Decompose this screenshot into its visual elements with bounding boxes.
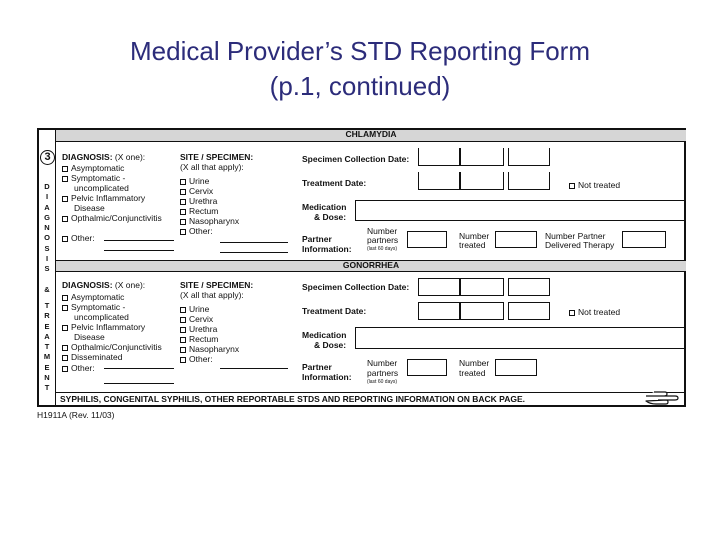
chlamydia-medication-label-2: & Dose: [314, 212, 347, 222]
gonorrhea-diagnosis-heading: DIAGNOSIS: (X one): [62, 280, 146, 290]
chlamydia-diag-asymptomatic[interactable]: Asymptomatic [62, 163, 124, 173]
chlamydia-medication-label-1: Medication [302, 202, 347, 212]
checkbox[interactable] [62, 355, 68, 361]
chlamydia-specimen-date-month[interactable] [418, 148, 460, 166]
chlamydia-site-rectum[interactable]: Rectum [180, 206, 218, 216]
chlamydia-partner-therapy-field[interactable] [622, 231, 666, 248]
gonorrhea-specimen-date-year[interactable] [508, 278, 550, 296]
checkbox[interactable] [62, 366, 68, 372]
chlamydia-last-days: (last 60 days) [367, 246, 398, 252]
checkbox[interactable] [569, 310, 575, 316]
checkbox[interactable] [62, 236, 68, 242]
checkbox[interactable] [62, 196, 68, 202]
chlamydia-site-other[interactable]: Other: [180, 226, 213, 236]
gonorrhea-treatment-date-label: Treatment Date: [302, 306, 367, 316]
checkbox[interactable] [62, 345, 68, 351]
chlamydia-diag-other-field[interactable] [104, 240, 174, 241]
checkbox[interactable] [62, 295, 68, 301]
chlamydia-treatment-date-year[interactable] [508, 172, 550, 190]
chlamydia-header: CHLAMYDIA [56, 130, 686, 142]
chlamydia-specimen-date-label: Specimen Collection Date: [302, 154, 410, 164]
chlamydia-number-partners-2: partners [367, 235, 399, 245]
gonorrhea-last-days: (last 60 days) [367, 379, 398, 385]
gonorrhea-treatment-date-month[interactable] [418, 302, 460, 320]
chlamydia-medication-field[interactable] [355, 200, 685, 221]
checkbox[interactable] [180, 219, 186, 225]
chlamydia-diag-symptomatic-sub: uncomplicated [74, 183, 129, 193]
chlamydia-site-urine[interactable]: Urine [180, 176, 209, 186]
gonorrhea-site-cervix[interactable]: Cervix [180, 314, 213, 324]
gonorrhea-diag-disseminated[interactable]: Disseminated [62, 352, 123, 362]
chlamydia-diag-symptomatic[interactable]: Symptomatic - [62, 173, 125, 183]
gonorrhea-medication-label-1: Medication [302, 330, 347, 340]
checkbox[interactable] [62, 176, 68, 182]
checkbox[interactable] [180, 209, 186, 215]
chlamydia-site-hint: (X all that apply): [180, 162, 244, 172]
chlamydia-diag-other-field-2[interactable] [104, 250, 174, 251]
chlamydia-number-treated-2: treated [459, 240, 486, 250]
gonorrhea-site-rectum[interactable]: Rectum [180, 334, 218, 344]
checkbox[interactable] [62, 166, 68, 172]
chlamydia-diag-opthalmic[interactable]: Opthalmic/Conjunctivitis [62, 213, 162, 223]
checkbox[interactable] [180, 307, 186, 313]
chlamydia-specimen-date-day[interactable] [460, 148, 504, 166]
checkbox[interactable] [62, 325, 68, 331]
gonorrhea-diag-pid-sub: Disease [74, 332, 105, 342]
step-number-badge: 3 [40, 150, 55, 165]
gonorrhea-number-treated-2: treated [459, 368, 486, 378]
chlamydia-partner-label-2: Information: [302, 244, 352, 254]
gonorrhea-not-treated[interactable]: Not treated [569, 307, 620, 317]
gonorrhea-header: GONORRHEA [56, 260, 686, 272]
checkbox[interactable] [62, 305, 68, 311]
gonorrhea-specimen-date-month[interactable] [418, 278, 460, 296]
gonorrhea-medication-field[interactable] [355, 327, 685, 349]
std-reporting-form [37, 128, 686, 407]
page-title-line-1: Medical Provider’s STD Reporting Form [130, 36, 590, 66]
gonorrhea-site-heading: SITE / SPECIMEN: [180, 280, 254, 290]
gonorrhea-diag-pid[interactable]: Pelvic Inflammatory [62, 322, 145, 332]
pointing-hand-icon [644, 388, 680, 408]
chlamydia-site-urethra[interactable]: Urethra [180, 196, 217, 206]
chlamydia-number-partners-1: Number [367, 226, 398, 236]
gonorrhea-site-urine[interactable]: Urine [180, 304, 209, 314]
chlamydia-diag-pid-sub: Disease [74, 203, 105, 213]
chlamydia-site-nasopharynx[interactable]: Nasopharynx [180, 216, 239, 226]
chlamydia-specimen-date-year[interactable] [508, 148, 550, 166]
chlamydia-diag-pid[interactable]: Pelvic Inflammatory [62, 193, 145, 203]
gonorrhea-site-urethra[interactable]: Urethra [180, 324, 217, 334]
chlamydia-not-treated[interactable]: Not treated [569, 180, 620, 190]
gonorrhea-specimen-date-day[interactable] [460, 278, 504, 296]
chlamydia-treatment-date-month[interactable] [418, 172, 460, 190]
gonorrhea-diag-opthalmic[interactable]: Opthalmic/Conjunctivitis [62, 342, 162, 352]
checkbox[interactable] [180, 179, 186, 185]
gonorrhea-treatment-date-year[interactable] [508, 302, 550, 320]
checkbox[interactable] [180, 347, 186, 353]
gonorrhea-number-partners-1: Number [367, 358, 398, 368]
checkbox[interactable] [569, 183, 575, 189]
gonorrhea-diag-asymptomatic[interactable]: Asymptomatic [62, 292, 124, 302]
gonorrhea-number-treated-field[interactable] [495, 359, 537, 376]
gonorrhea-diag-other-field-2[interactable] [104, 383, 174, 384]
checkbox[interactable] [180, 357, 186, 363]
chlamydia-site-other-field[interactable] [220, 242, 288, 243]
side-vertical-label: D I A G N O S I S & T R E A T M E N T [43, 182, 51, 393]
checkbox[interactable] [180, 317, 186, 323]
gonorrhea-site-other-field[interactable] [220, 368, 288, 369]
chlamydia-number-treated-field[interactable] [495, 231, 537, 248]
checkbox[interactable] [180, 199, 186, 205]
checkbox[interactable] [180, 189, 186, 195]
chlamydia-number-partners-field[interactable] [407, 231, 447, 248]
gonorrhea-partner-label-2: Information: [302, 372, 352, 382]
chlamydia-treatment-date-day[interactable] [460, 172, 504, 190]
gonorrhea-partner-label-1: Partner [302, 362, 332, 372]
checkbox[interactable] [180, 327, 186, 333]
gonorrhea-site-hint: (X all that apply): [180, 290, 244, 300]
page-title-line-2: (p.1, continued) [269, 71, 451, 101]
form-revision-code: H1911A (Rev. 11/03) [37, 410, 115, 420]
gonorrhea-treatment-date-day[interactable] [460, 302, 504, 320]
gonorrhea-diag-other[interactable]: Other: [62, 363, 95, 373]
gonorrhea-number-treated-1: Number [459, 358, 490, 368]
gonorrhea-site-nasopharynx[interactable]: Nasopharynx [180, 344, 239, 354]
chlamydia-site-heading: SITE / SPECIMEN: [180, 152, 254, 162]
chlamydia-partner-therapy-1: Number Partner [545, 231, 606, 241]
checkbox[interactable] [62, 216, 68, 222]
gonorrhea-specimen-date-label: Specimen Collection Date: [302, 282, 410, 292]
chlamydia-site-other-field-2[interactable] [220, 252, 288, 253]
gonorrhea-site-other[interactable]: Other: [180, 354, 213, 364]
checkbox[interactable] [180, 337, 186, 343]
gonorrhea-diag-symptomatic-sub: uncomplicated [74, 312, 129, 322]
back-page-note: SYPHILIS, CONGENITAL SYPHILIS, OTHER REPORTABLE STDS AND REPORTING INFORMATION ON BACK PAGE. [56, 392, 686, 405]
chlamydia-number-treated-1: Number [459, 231, 490, 241]
gonorrhea-number-partners-2: partners [367, 368, 399, 378]
chlamydia-partner-label-1: Partner [302, 234, 332, 244]
chlamydia-treatment-date-label: Treatment Date: [302, 178, 367, 188]
chlamydia-partner-therapy-2: Delivered Therapy [545, 240, 615, 250]
chlamydia-diagnosis-heading: DIAGNOSIS: (X one): [62, 152, 146, 162]
chlamydia-diag-other[interactable]: Other: [62, 233, 95, 243]
side-strip [39, 130, 56, 405]
checkbox[interactable] [180, 229, 186, 235]
gonorrhea-diag-other-field[interactable] [104, 368, 174, 369]
gonorrhea-number-partners-field[interactable] [407, 359, 447, 376]
gonorrhea-medication-label-2: & Dose: [314, 340, 347, 350]
gonorrhea-diag-symptomatic[interactable]: Symptomatic - [62, 302, 125, 312]
chlamydia-site-cervix[interactable]: Cervix [180, 186, 213, 196]
